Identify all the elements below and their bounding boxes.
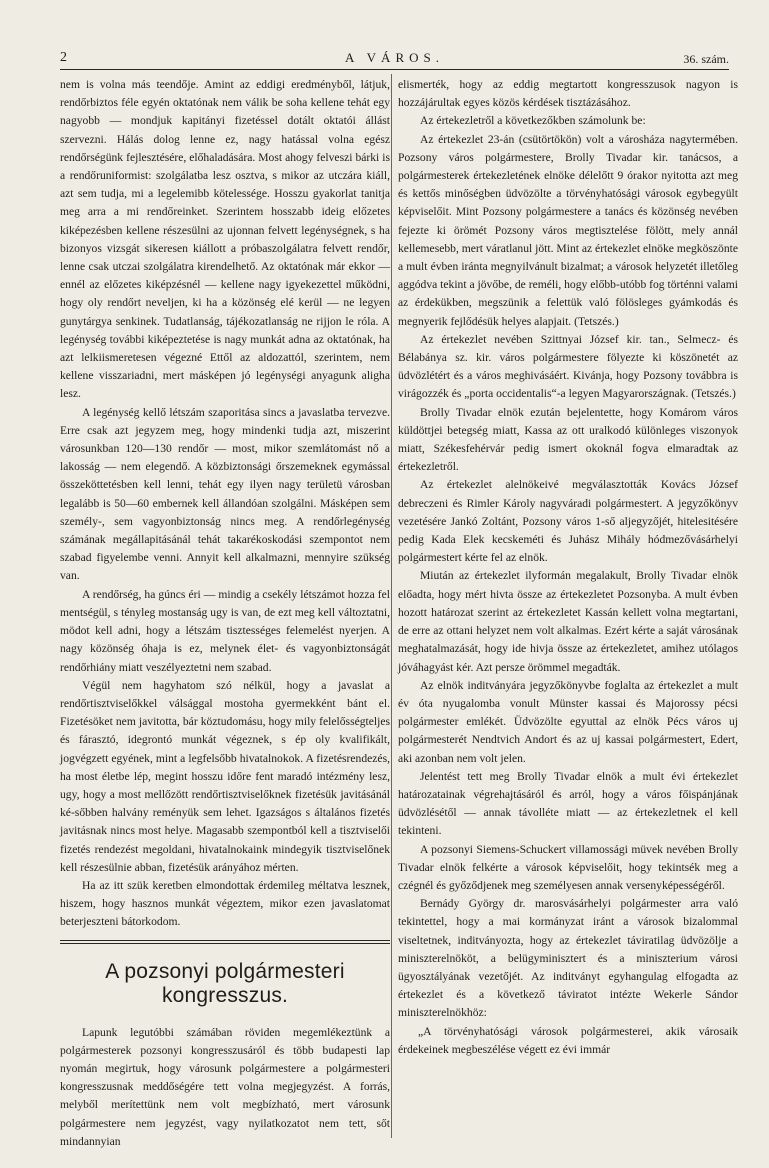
page-header — [60, 50, 729, 68]
paragraph: Jelentést tett meg Brolly Tivadar elnök a mult évi értekezlet határozatainak végrehajtásáról és arról, hogy a város főispánjának üdvözlésétől — annak távolléte miatt — az értekezletnek el kell tekinteni. — [398, 769, 738, 838]
paragraph: Az értekezlet alelnökeivé megválasztották Kovács József debreczeni és Rimler Károly nagyváradi polgármestert. A jegyzőkönyv vezetésére Jankó Zoltánt, Pozsony város 1-ső aljegyzőjét, hitelesitésére pedig Kada Elek kecskeméti és Juhász Mihály hódmezővásárhelyi polgármestert kérte fel az elnök. — [398, 478, 738, 565]
congress-article-intro — [60, 1024, 390, 1151]
article-title: A pozsonyi polgármesteri kongresszus. — [105, 959, 345, 1007]
paragraph: A legénység kellő létszám szaporitása sincs a javaslatba tervezve. Erre csak azt jegyzem meg, hogy mindenki tudja azt, miszerint városunkban 120—130 rendőr — most, mikor szemlátomást nő a lakosság — nem elegendő. A közbiztonsági őrszemeknek egymással összeköttetésben kell lenni, tehát egy ilyen nagy területü városban legalább is 50—60 embernek kell állandóan szolgálni. Másképen sem személy-, sem vagyonbiztonság nincs meg. A rendőrlegénység számának megállapitásánál tehát takarékoskodási szempontot nem szabad figyelembe venni. Annyit kell alkalmazni, mennyire szükség van. — [60, 405, 390, 583]
paragraph: Brolly Tivadar elnök ezután bejelentette, hogy Komárom város küldöttjei betegség miatt, Kassa az ott uralkodó különleges viszonyok miatt, Székesfehérvár pedig ismert okoknál fogva elmaradtak az értekezletről. — [398, 405, 738, 474]
paragraph: Az értekezlet nevében Szittnyai József kir. tan., Selmecz- és Bélabánya sz. kir. város polgármestere fölyezte ki köszönetét az üdvözlétért és a város meghivásáért. Kivánja, hogy Pozsony továbbra is virágozzék és „porta occidentalis“-a legyen Magyarországnak. (Tetszés.) — [398, 332, 738, 401]
running-title: A VÁROS. — [344, 50, 444, 65]
police-article-body — [60, 76, 390, 932]
paragraph: Végül nem hagyhatom szó nélkül, hogy a javaslat a rendőrtisztviselőkkel válsággal mostoha gyermekként bánt el. Fizetésöket nem javitotta, bár köztudomásu, hogy mily felelősségteljes és fárasztó, idegrontó munkát végeznek, s ép oly kvalifikált, jogvégzett egyének, mint a legfelsőbb hivatalnokok. A fizetésrendezés, ha most életbe lép, megint hosszu időre fent maradó intézmény lesz, ugy, hogy a most mellőzött rendőrtisztviselőknek fizetésük javitásánál ké-sőbben halvány reményük sem lehet. Igazságos s általános fizetés javitásnak nincs most helye. Magasabb szempontból kell a tisztviselői fizetés rendezést megoldani, hivatalnokaink mindegyik tisztviselőnek kell részesülnie abban, fizetésük arányához mérten. — [60, 678, 390, 874]
congress-article-body — [398, 76, 738, 1059]
paragraph: Az értekezletről a következőkben számolunk be: — [420, 114, 646, 128]
left-column — [60, 76, 390, 1151]
paragraph: Lapunk legutóbbi számában röviden megemlékeztünk a polgármesterek pozsonyi kongresszusáról és több budapesti lap nyomán megirtuk, hogy városunk polgármestere a polgármesteri kongresszusnak meddőségére tett volna megjegyzést. A forrás, melyből merítettünk nem volt megbízható, mert városunk polgármestere nem jegyzést, vagy nyilatkozatot nem tett, sőt mindannyian — [60, 1025, 390, 1148]
header-rule — [60, 69, 729, 70]
paragraph: „A törvényhatósági városok polgármesterei, akik városaik érdekeinek megbeszélése végett ez évi immár — [398, 1024, 738, 1056]
page-number: 2 — [60, 50, 67, 65]
paragraph: Az elnök inditványára jegyzőkönyvbe foglalta az értekezlet a mult év óta nyugalomba vonult Münster kassai és Majorossy pécsi polgármester emlékét. Üdvözölte egyuttal az elnök Pécs város uj polgármesterét Nendtvich Andort és az uj kassai polgármestert, Edert, aki azonban nem volt jelen. — [398, 678, 738, 765]
paragraph: Bernády György dr. marosvásárhelyi polgármester arra való tekintettel, hogy a mai kormányzat iránt a városok bizalommal viseltetnek, inditványozta, hogy az értekezlet táviratilag üdvözölje a miniszterelnököt, a belügyminisztert és a miniszterium városi ügyosztályának vezetőjét. Az inditványt egyhangulag elfogadta az értekezlet és a következő táviratot intézte Wekerle Sándor miniszterelnökhöz: — [398, 897, 738, 1020]
paragraph: elismerték, hogy az eddig megtartott kongresszusok nagyon is hozzájárultak egyes közös kérdések tisztázásához. — [398, 78, 738, 110]
column-divider — [391, 74, 392, 1138]
issue-number: 36. szám. — [683, 52, 729, 66]
paragraph: Az értekezlet 23-án (csütörtökön) volt a városháza nagytermében. Pozsony város polgármestere, Brolly Tivadar kir. tanácsos, a polgármesterek értekezletének elnöke délelőtt 9 órakor nyitotta azt meg és kettős minőségben üdvözölte a törvényhatósági városok egybegyült képviselőit. Mint Pozsony polgármestere a tanács és közönség nevében fejezte ki örömét Pozsony város megtisztelése fölött, mely annál kellemesebb, mert váratlanul jött. Mint az értekezlet elnöke megköszönte a mult évben iránta megnyilvánult bizalmat; a városok helyzetét illetőleg aggódva tekint a jövőbe, de reméli, hogy előbb-utóbb fog történni valami az érdekükben, megszünik a felettük való fölösleges gyámkodás és megnyerik fejlődésük helyes alapjait. (Tetszés.) — [398, 132, 738, 328]
article-separator — [60, 940, 390, 941]
right-column — [398, 76, 738, 1059]
paragraph: Miután az értekezlet ilyformán megalakult, Brolly Tivadar elnök előadta, hogy mért hivta össze az értekezletet Pozsonyba. A mult évben hozott határozat szerint az értekezletet Kassán kellett volna megtartani, de erre az ottani helyzet nem volt alkalmas. Ezért kérte a saját városának meghatalmazását, hogy ide hivja össze az értekezletet, amihez utólagos jóváhagyást kér. Azt persze örömmel megadták. — [398, 569, 738, 674]
paragraph: Ha az itt szük keretben elmondottak érdemileg méltatva lesznek, hiszem, hogy hasznos munkát végeztem, mikor ezen javaslatomat beterjeszteni bátorkodom. — [60, 878, 390, 929]
paragraph: A rendőrség, ha gúncs éri — mindig a csekély létszámot hozza fel mentségül, s tényleg mostanság ugy is van, de ezt meg kell változtatni, mödot kell adni, hogy a létszám tisztességes felemelést nyerjen. A nagy közönség óhaja is ez, melynek élet- és vagyonbiztonságát rendőrhiány miatt veszélyeztetni nem szabad. — [60, 587, 390, 674]
article-separator — [60, 943, 390, 944]
paragraph: A pozsonyi Siemens-Schuckert villamossági müvek nevében Brolly Tivadar elnök felkérte a városok képviselőit, hogy tekintsék meg a czégnél és győződjenek meg személyesen annak versenyképességéről. — [398, 842, 738, 892]
paragraph: nem is volna más teendője. Amint az eddigi eredményből, látjuk, rendőrbiztos féle egyén oktatónak nem válik be soha kellene tehát egy nagyobb — mondjuk kapitányi fizetéssel dotált oktatói állást szervezni. Hálás dolog lenne ez, nagy hatással volna egész rendőrségünk fejlesztésére, előhaladására. Most ahogy felveszi bárki is a rendőruniformist: szolgálatba lesz osztva, s mikor az utczára kiáll, azt sem tudja, mi a legelemibb kötelessége. Hosszu gyakorlat tanitja meg arra a mi rendőreinket. Szerintem hosszabb ideig előzetes kiképezésben kellene részesülni az ujonnan felvett legénységnek, s ha bizonyos vizsgát sikeresen kiállott a próbaszolgálatra felvett rendőr, lenne csak utczai szolgálatra kirendelhető. Az oktatónak már ekkor — ennél az előzetes kiképzésnél — kellene nagy igyekezettel működni, hogy oly rendőrt neveljen, ki ha a közönség elé kerül — ne legyen gunytárgya senkinek. Tudatlanság, tájékozatlanság ne rijjon le róla. A legénység további kiképeztetése is nagy munkát adna az oktatónak, ha azt lelkiismeretesen végezné Ettől az aldozattól, szerintem, nem kellene visszariadni, mert másképen jó legénységi anyagunk aligha lesz. — [60, 78, 390, 401]
